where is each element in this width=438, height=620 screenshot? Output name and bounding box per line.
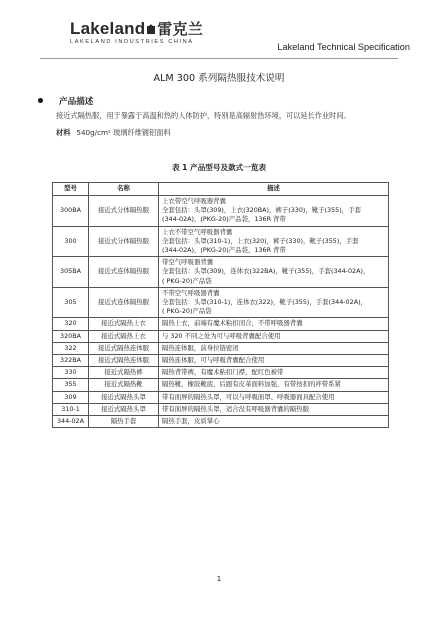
description-line: 隔热连体服，可与呼吸背囊配合使用 <box>162 356 265 365</box>
header-name: 名称 <box>89 183 159 196</box>
cell-model: 322 <box>53 342 89 354</box>
table-row <box>53 330 389 342</box>
cell-description <box>159 416 389 428</box>
description-line: 带有面屏的隔热头罩，适合没有呼吸器背囊的隔热服 <box>162 404 309 413</box>
table-row <box>53 257 389 288</box>
cell-name: 接近式隔热上衣 <box>89 318 159 330</box>
cell-description <box>159 403 389 415</box>
table-caption: 表 1 产品型号及款式一览表 <box>171 163 267 172</box>
description-line: 上衣带空气呼吸器背囊 <box>162 197 226 205</box>
cell-model: 355 <box>53 379 89 391</box>
table-row <box>53 391 389 403</box>
description-line: 不带空气呼吸器背囊 <box>162 288 220 297</box>
cell-name: 接近式隔热靴 <box>89 379 159 391</box>
cell-model: 322BA <box>53 355 89 367</box>
cell-model: 330 <box>53 367 89 379</box>
material-line <box>56 128 171 138</box>
cell-name: 接近式连体隔热服 <box>89 257 159 288</box>
header-desc: 描述 <box>159 183 389 196</box>
logo-brand-cn: 雷克兰 <box>157 20 203 38</box>
table-row <box>53 318 389 330</box>
description-line: 全套包括：头罩(309)，上衣(320BA)，裤子(330)，靴子(355)，手套 <box>162 206 361 215</box>
product-description: 接近式隔热服，用于暴露于高温和热的人体防护，特别是高辐射热环境，可以延长作业时间。 <box>56 111 351 120</box>
product-table <box>52 182 389 428</box>
cell-description <box>159 287 389 318</box>
description-line: 隔热连体服，前身拉链密闭 <box>162 343 239 352</box>
table-row <box>53 379 389 391</box>
description-line: ( PKG-20)产品袋 <box>162 307 212 316</box>
cell-model: 305 <box>53 287 89 318</box>
description-line: 隔热上衣，前端有魔术粘扣闭合，不带呼吸器背囊 <box>162 319 303 328</box>
cell-description <box>159 318 389 330</box>
description-line: 带空气呼吸器背囊 <box>162 258 214 267</box>
cell-model: 309 <box>53 391 89 403</box>
cell-model: 300BA <box>53 196 89 227</box>
cell-name: 接近式隔热头罩 <box>89 403 159 415</box>
table-row <box>53 355 389 367</box>
description-line: (344-02A)，(PKG-20)产品袋，136R 背带 <box>162 215 286 224</box>
cell-description <box>159 196 389 227</box>
description-line: 带有面屏的隔热头罩，可以与呼吸面罩、呼吸器面具配合使用 <box>162 392 335 401</box>
logo-brand-en: Lakeland <box>70 19 146 38</box>
material-value: 540g/cm² 玻璃纤维镀铝面料 <box>76 128 171 137</box>
header-spec-label: Lakeland Technical Specification <box>277 42 410 52</box>
cell-description <box>159 355 389 367</box>
description-line: 全套包括：头罩(310-1)，连体衣(322)，靴子(355)，手套(344-02A)， <box>162 298 367 307</box>
document-title: ALM 300 系列隔热服技术说明 <box>153 73 285 84</box>
table-row <box>53 287 389 318</box>
cell-name: 接近式隔热连体服 <box>89 355 159 367</box>
cell-model: 305BA <box>53 257 89 288</box>
cell-name: 接近式分体隔热服 <box>89 196 159 227</box>
description-line: 全套包括：头罩(309)，连体衣(322BA)，靴子(355)，手套(344-02A)， <box>162 267 370 276</box>
cell-description <box>159 367 389 379</box>
header-divider <box>40 58 398 59</box>
cell-name: 隔热手套 <box>89 416 159 428</box>
company-logo <box>70 20 203 45</box>
page-number: 1 <box>216 575 222 583</box>
description-line: (344-02A)，(PKG-20)产品袋，136R 背带 <box>162 246 286 255</box>
cell-name: 接近式分体隔热服 <box>89 226 159 257</box>
cell-model: 320BA <box>53 330 89 342</box>
cell-name: 接近式隔热头罩 <box>89 391 159 403</box>
cell-model: 310-1 <box>53 403 89 415</box>
header-model: 型号 <box>53 183 89 196</box>
cell-description <box>159 342 389 354</box>
section-heading <box>38 95 93 107</box>
cell-model: 320 <box>53 318 89 330</box>
description-line: 隔热手套，皮质掌心 <box>162 417 220 426</box>
cell-name: 接近式隔热上衣 <box>89 330 159 342</box>
description-line: 全套包括：头罩(310-1)，上衣(320)，裤子(330)，靴子(355)，手套 <box>162 236 359 245</box>
cell-description <box>159 226 389 257</box>
table-row <box>53 403 389 415</box>
cell-description <box>159 391 389 403</box>
description-line: 隔热背带裤，有魔术粘扣门襟，配红色被带 <box>162 368 284 377</box>
cell-model: 300 <box>53 226 89 257</box>
table-row <box>53 196 389 227</box>
material-label: 材料 <box>56 128 71 137</box>
logo-flame-icon <box>146 21 156 33</box>
logo-subtitle: LAKELAND INDUSTRIES CHINA <box>70 39 194 45</box>
table-header-row <box>53 183 389 196</box>
description-line: ( PKG-20)产品袋 <box>162 276 212 285</box>
cell-name: 接近式连体隔热服 <box>89 287 159 318</box>
page-header <box>0 0 438 60</box>
cell-description <box>159 379 389 391</box>
cell-model: 344-02A <box>53 416 89 428</box>
bullet-icon <box>38 98 43 103</box>
table-row <box>53 367 389 379</box>
table-row <box>53 342 389 354</box>
cell-name: 接近式隔热连体服 <box>89 342 159 354</box>
cell-description <box>159 257 389 288</box>
table-row <box>53 416 389 428</box>
section-heading-text: 产品描述 <box>59 97 94 107</box>
table-row <box>53 226 389 257</box>
description-line: 与 320 不同之处为可与呼吸背囊配合使用 <box>162 331 281 340</box>
description-line: 上衣不带空气呼吸器背囊 <box>162 227 233 236</box>
cell-name: 接近式隔热裤 <box>89 367 159 379</box>
table-body <box>53 196 389 428</box>
description-line: 隔热靴，橡胶靴底，后跟有皮革面料加强，有带按扣的袢带系紧 <box>162 380 341 389</box>
cell-description <box>159 330 389 342</box>
